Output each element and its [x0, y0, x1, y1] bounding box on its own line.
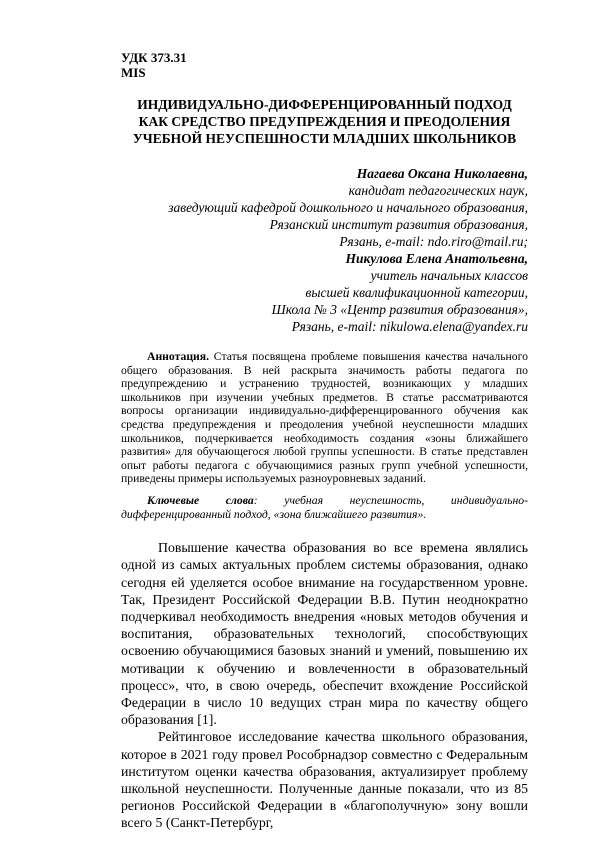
keywords-text: : учебная неуспешность, индивидуально-дифференцированный подход, «зона ближайшего развития». — [121, 493, 528, 521]
author-affiliation-line: Школа № 3 «Центр развития образования», — [271, 302, 528, 317]
abstract-text: Статья посвящена проблеме повышения качества начального общего образования. В ней раскрыта значимость работы педагога по предупреждению и устранению трудностей, возникающих у младших школьников при изучении учебных предметов. В статье рассматриваются вопросы организации индивидуально-дифференцированного обучения как средства предупреждения и преодоления учебной неуспешности младших школьников, подчеркивается необходимость создания «зоны ближайшего развития» для обучающегося любой группы успешности. В статье представлен опыт работы педагога с обучающимися разных групп учебной успешности, приведены примеры используемых разноуровневых заданий. — [121, 350, 528, 486]
header-code: MIS — [121, 65, 146, 80]
keywords-label: Ключевые слова — [147, 493, 254, 507]
author-affiliation-line: Рязанский институт развития образования, — [269, 217, 528, 232]
udc-number: УДК 373.31 — [121, 50, 187, 65]
authors-block — [121, 165, 528, 335]
article-title — [121, 96, 528, 147]
article-title-line-2: КАК СРЕДСТВО ПРЕДУПРЕЖДЕНИЯ И ПРЕОДОЛЕНИЯ — [138, 114, 511, 129]
author-email-line: Рязань, e-mail: nikulowa.elena@yandex.ru — [291, 319, 528, 334]
author-email-line: Рязань, e-mail: ndo.riro@mail.ru; — [339, 234, 528, 249]
udc-block — [121, 50, 528, 80]
body-paragraph-1: Повышение качества образования во все времена являлись одной из самых актуальных проблем системы образования, однако сегодня ей уделяется особое внимание на государственном уровне. Так, Президент Российской Федерации В.В. Путин неоднократно подчеркивал необходимость внедрения «новых методов обучения и воспитания, образовательных технологий, способствующих освоению обучающимися базовых знаний и умений, повышению их мотивации к обучению и вовлеченности в образовательный процесс», что, в свою очередь, обеспечит вхождение Российской Федерации в число 10 ведущих стран мира по качеству общего образования [1]. — [121, 540, 528, 728]
keywords-paragraph — [121, 494, 528, 521]
author-name-1: Нагаева Оксана Николаевна, — [356, 166, 528, 181]
article-title-line-1: ИНДИВИДУАЛЬНО-ДИФФЕРЕНЦИРОВАННЫЙ ПОДХОД — [137, 97, 512, 112]
abstract-paragraph — [121, 350, 528, 486]
author-affiliation-line: учитель начальных классов — [370, 268, 528, 283]
author-affiliation-line: заведующий кафедрой дошкольного и начального образования, — [168, 200, 528, 215]
author-affiliation-line: кандидат педагогических наук, — [348, 183, 528, 198]
author-name-2: Никулова Елена Анатольевна, — [345, 251, 528, 266]
author-affiliation-line: высшей квалификационной категории, — [305, 285, 528, 300]
body-paragraph-2: Рейтинговое исследование качества школьного образования, которое в 2021 году провел Рособрнадзор совместно с Федеральным институтом оценки качества образования, актуализирует проблему школьной неуспешности. Полученные данные показали, что из 85 регионов Российской Федерации в «благополучную» зону вошли всего 5 (Санкт-Петербург, — [121, 729, 528, 831]
abstract-label: Аннотация. — [147, 350, 210, 363]
article-title-line-3: УЧЕБНОЙ НЕУСПЕШНОСТИ МЛАДШИХ ШКОЛЬНИКОВ — [132, 131, 517, 146]
